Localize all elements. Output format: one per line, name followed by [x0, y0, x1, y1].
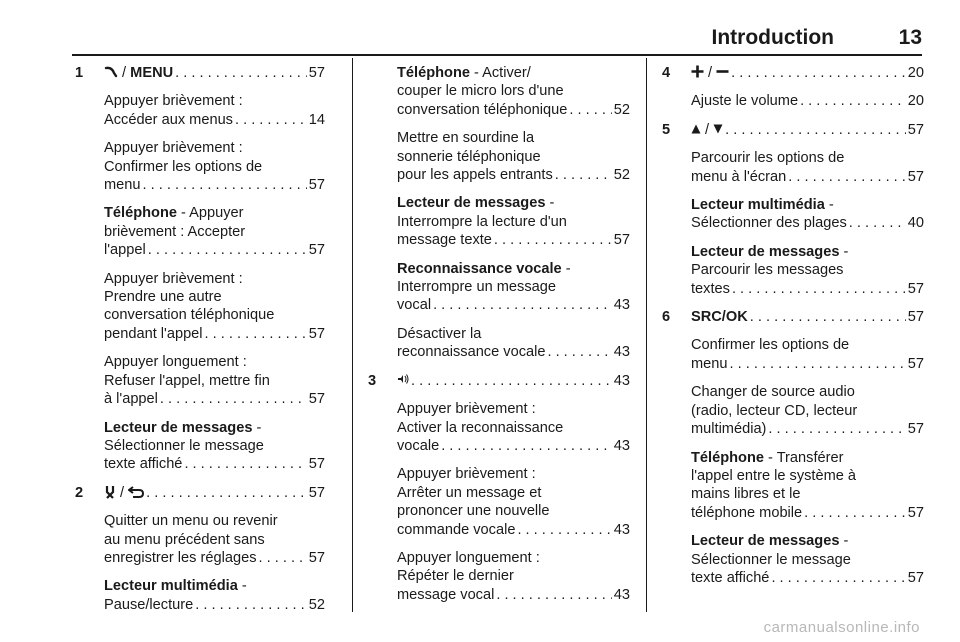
page-ref: 40: [907, 215, 924, 232]
watermark: carmanualsonline.info: [763, 619, 920, 636]
text-line: enregistrer les réglages: [104, 549, 257, 566]
keyword: Téléphone: [691, 449, 764, 466]
keyword: Lecteur de messages: [104, 419, 253, 436]
page-ref: 57: [308, 177, 325, 194]
page-ref: 57: [308, 391, 325, 408]
text-line: Appuyer brièvement :: [397, 466, 536, 483]
page-ref: 43: [613, 521, 630, 538]
text-line: conversation téléphonique: [104, 307, 275, 324]
entry-4: [662, 64, 924, 111]
up-triangle-icon: [691, 124, 701, 134]
text: -: [839, 243, 849, 260]
minus-icon: [716, 65, 729, 78]
keyword: Reconnaissance vocale: [397, 260, 562, 277]
page-ref: 43: [613, 586, 630, 603]
text-line: Accéder aux menus: [104, 111, 233, 128]
page-ref: 57: [308, 325, 325, 342]
heading-sep: /: [704, 65, 717, 81]
column-3: [662, 64, 924, 597]
text-line: Ajuste le volume: [691, 93, 799, 110]
text-line: vocale: [397, 437, 440, 454]
text-line: message vocal: [397, 586, 495, 603]
entry-heading: [104, 64, 325, 82]
text-line: brièvement : Accepter: [104, 223, 246, 240]
entry-number: 4: [662, 65, 671, 81]
entry-heading: [691, 121, 924, 139]
text-line: sonnerie téléphonique: [397, 148, 541, 165]
page-ref: 14: [308, 111, 325, 128]
page-header: [72, 20, 922, 56]
entry-number: 5: [662, 121, 671, 138]
page-ref: 57: [907, 309, 924, 326]
text-line: Prendre une autre: [104, 289, 222, 306]
heading-sep: /: [701, 121, 714, 138]
plus-icon: [691, 65, 704, 78]
page-ref: 57: [308, 484, 325, 501]
paragraph: [104, 577, 325, 614]
voice-icon: [397, 373, 409, 385]
text-line: Appuyer brièvement :: [104, 93, 243, 110]
text-line: message texte: [397, 232, 492, 249]
keyword: Lecteur de messages: [691, 533, 840, 550]
paragraph: [397, 400, 630, 455]
text-line: Sélectionner le message: [104, 437, 264, 454]
menu-label: MENU: [130, 65, 174, 81]
text-line: Pause/lecture: [104, 596, 194, 613]
paragraph: [397, 64, 630, 119]
text-line: Confirmer les options de: [691, 337, 850, 354]
entry-3: [368, 372, 630, 604]
text-line: Appuyer brièvement :: [104, 140, 243, 157]
text-line: Quitter un menu ou revenir: [104, 513, 278, 530]
entry-number: 2: [75, 484, 84, 501]
entry-heading: [104, 484, 325, 502]
text-line: Interrompre un message: [397, 279, 556, 296]
text-line: texte affiché: [691, 569, 770, 586]
text-line: Parcourir les messages: [691, 262, 844, 279]
keyword: Téléphone: [397, 65, 470, 81]
text-line: Mettre en sourdine la: [397, 130, 535, 147]
heading-sep: /: [116, 484, 129, 501]
paragraph: [397, 549, 630, 604]
entry-1: [75, 64, 325, 474]
paragraph: [691, 383, 924, 438]
page-title: Introduction: [711, 26, 834, 49]
text-line: au menu précédent sans: [104, 531, 265, 548]
entry-continued: [368, 64, 630, 362]
entry-number: 6: [662, 309, 671, 326]
page-number: 13: [898, 26, 922, 49]
column-2: [368, 64, 630, 614]
page-ref: 57: [907, 121, 924, 138]
text-line: textes: [691, 280, 730, 297]
text: - Activer/: [469, 65, 531, 81]
paragraph: [397, 465, 630, 539]
text-line: Confirmer les options de: [104, 158, 263, 175]
text-line: texte affiché: [104, 456, 183, 473]
page-ref: 57: [907, 421, 924, 438]
down-triangle-icon: [713, 124, 723, 134]
mute-icon: [104, 485, 116, 499]
page-ref: 57: [907, 168, 924, 185]
text-line: conversation téléphonique: [397, 101, 568, 118]
text-line: à l'appel: [104, 391, 158, 408]
page-ref: 57: [907, 280, 924, 297]
page-ref: 52: [613, 101, 630, 118]
page-ref: 20: [907, 93, 924, 110]
page-ref: 52: [613, 167, 630, 184]
text-line: mains libres et le: [691, 486, 801, 503]
paragraph: [691, 449, 924, 523]
paragraph: [691, 196, 924, 233]
text-line: prononcer une nouvelle: [397, 503, 550, 520]
text-line: Refuser l'appel, mettre fin: [104, 372, 270, 389]
page-ref: 43: [613, 437, 630, 454]
keyword: Lecteur de messages: [397, 195, 546, 212]
paragraph: [104, 353, 325, 408]
paragraph: [691, 532, 924, 587]
heading-sep: /: [118, 65, 131, 81]
entry-6: [662, 308, 924, 587]
paragraph: [691, 336, 924, 373]
text-line: Interrompre la lecture d'un: [397, 213, 567, 230]
page-ref: 52: [308, 596, 325, 613]
page-ref: 57: [308, 242, 325, 259]
page-ref: 20: [907, 65, 924, 81]
page-ref: 57: [308, 549, 325, 566]
paragraph: [691, 92, 924, 110]
src-ok-label: SRC/OK: [691, 309, 748, 326]
text-line: Sélectionner des plages: [691, 215, 847, 232]
text-line: Appuyer longuement :: [397, 549, 540, 566]
page-ref: 43: [613, 297, 630, 314]
text-line: multimédia): [691, 421, 767, 438]
page-ref: 43: [613, 372, 630, 389]
keyword: Téléphone: [104, 205, 177, 222]
phone-hook-icon: [104, 66, 118, 78]
text-line: Parcourir les options de: [691, 150, 845, 167]
text-line: l'appel entre le système à: [691, 467, 857, 484]
text-line: Appuyer brièvement :: [397, 401, 536, 418]
text-line: pendant l'appel: [104, 325, 203, 342]
keyword: Lecteur multimédia: [691, 197, 825, 214]
text-line: téléphone mobile: [691, 504, 803, 521]
text: -: [545, 195, 555, 212]
page-ref: 57: [907, 504, 924, 521]
text-line: Appuyer longuement :: [104, 354, 247, 371]
text-line: menu: [691, 355, 728, 372]
page-ref: 57: [308, 456, 325, 473]
text-line: (radio, lecteur CD, lecteur: [691, 402, 858, 419]
keyword: Lecteur de messages: [691, 243, 840, 260]
text-line: commande vocale: [397, 521, 516, 538]
column-1: [75, 64, 325, 624]
page-ref: 57: [907, 569, 924, 586]
text-line: menu: [104, 177, 141, 194]
entry-number: 3: [368, 372, 377, 389]
paragraph: [397, 194, 630, 249]
paragraph: [104, 270, 325, 344]
text-line: couper le micro lors d'une: [397, 83, 564, 100]
text-line: pour les appels entrants: [397, 167, 553, 184]
text-line: menu à l'écran: [691, 168, 787, 185]
text: - Transférer: [763, 449, 844, 466]
page-ref: 57: [907, 355, 924, 372]
entry-heading: [397, 372, 630, 390]
paragraph: [104, 419, 325, 474]
page-ref: 43: [613, 344, 630, 361]
keyword: Lecteur multimédia: [104, 578, 238, 595]
text: - Appuyer: [176, 205, 244, 222]
text-line: Arrêter un message et: [397, 484, 542, 501]
paragraph: [691, 243, 924, 298]
text-line: reconnaissance vocale: [397, 344, 546, 361]
text: -: [561, 260, 571, 277]
entry-2: [75, 484, 325, 614]
text-line: Appuyer brièvement :: [104, 270, 243, 287]
text-line: Activer la reconnaissance: [397, 419, 564, 436]
column-divider: [352, 58, 353, 612]
back-icon: [128, 486, 144, 498]
page-ref: 57: [613, 232, 630, 249]
entry-number: 1: [75, 65, 84, 81]
paragraph: [397, 260, 630, 315]
text: -: [824, 197, 834, 214]
text: -: [237, 578, 247, 595]
paragraph: [691, 149, 924, 186]
paragraph: [104, 92, 325, 129]
paragraph: [104, 139, 325, 194]
text-line: l'appel: [104, 242, 146, 259]
text: -: [839, 533, 849, 550]
text-line: vocal: [397, 297, 432, 314]
paragraph: [104, 204, 325, 259]
paragraph: [104, 512, 325, 567]
paragraph: [397, 325, 630, 362]
page-ref: 57: [308, 65, 325, 81]
column-divider: [646, 58, 647, 612]
text: -: [252, 419, 262, 436]
paragraph: [397, 129, 630, 184]
text-line: Répéter le dernier: [397, 568, 514, 585]
entry-heading: [691, 64, 924, 82]
entry-5: [662, 121, 924, 298]
text-line: Désactiver la: [397, 325, 482, 342]
text-line: Sélectionner le message: [691, 551, 851, 568]
entry-heading: [691, 308, 924, 326]
text-line: Changer de source audio: [691, 384, 855, 401]
